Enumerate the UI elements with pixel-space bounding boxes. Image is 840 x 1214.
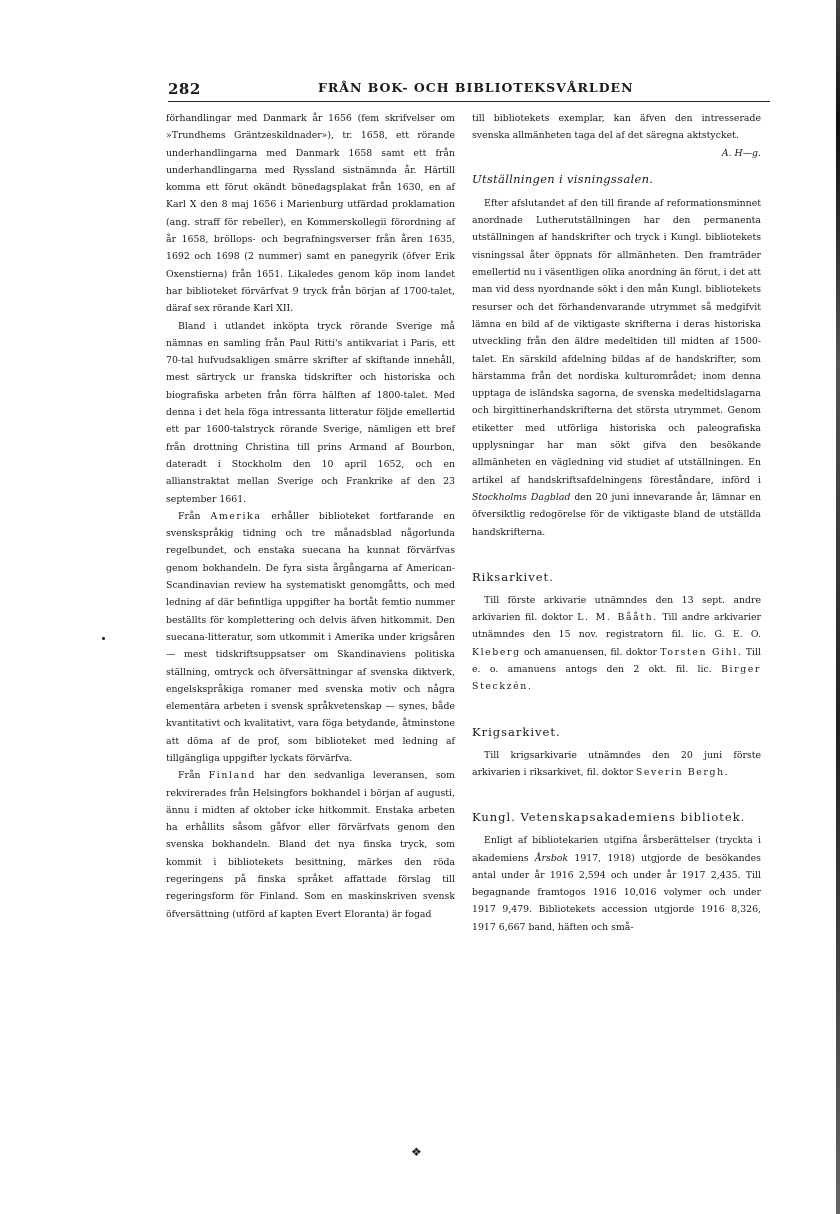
scan-edge — [836, 0, 840, 1214]
paragraph — [472, 195, 761, 541]
text: Från — [178, 510, 201, 522]
paragraph — [472, 592, 761, 696]
person-name: Severin Bergh. — [635, 766, 730, 778]
section-title: Krigsarkivet. — [472, 724, 561, 739]
publication-title: Årsbok — [534, 852, 569, 864]
text: 1917, 1918) utgjorde de besökandes antal under år 1916 2,594 och under år 1917 2,435. Till begagnande framtogos 1916 10,016 volymer och under 1917 9,479. Bibliotekets accession utgjorde 1916 8,326, 1917 6,667 band, häften och små- — [472, 852, 761, 933]
person-name: Birger Steckzén. — [472, 664, 761, 693]
running-title: FRÅN BOK- OCH BIBLIOTEKSVÅRLDEN — [318, 80, 634, 95]
section-title: Riksarkivet. — [472, 569, 554, 584]
text: till bibliotekets exemplar, kan äfven den intresserade svenska allmänheten taga del af det säregna aktstycket. — [472, 113, 761, 142]
text: Till krigsarkivarie utnämndes den 20 juni förste arkivarien i riksarkivet, fil. doktor — [472, 749, 761, 778]
header-rule — [168, 101, 770, 102]
paragraph — [472, 832, 761, 936]
signature: A. H—g. — [721, 147, 761, 159]
spaced-word: Amerika — [210, 510, 262, 522]
person-name: Kleberg — [472, 646, 521, 658]
page-number: 282 — [168, 80, 201, 98]
text: Efter afslutandet af den till firande af reformationsminnet anordnade Lutherutställningen har den permanenta utställningen af handskrifter och tryck i Kungl. bibliotekets visningssal åter öppnats för allmänheten. Den framträder emellertid nu i väsentligen olika anordning än förut, i det att man vid dess nyordnande sökt i den mån Kungl. bibliotekets resurser och det förhandenvarande utrymmet så medgifvit lämna en bild af de viktigaste skrifterna i deras historiska utveckling från den äldre medeltiden till midten af 1500-talet. En särskild afdelning bildas af de handskrifter, som härstamma från det nordiska kulturområdet; inom denna upptaga de isländska sagorna, de svenska medeltidslagarna och birgittinerhandskrifterna det största utrymmet. Genom etiketter med utförliga historiska och paleografiska upplysningar har man sökt gifva den besökande allmänheten en vägledning vid studiet af utställningen. En artikel af handskriftsafdelningens föreståndare, införd i — [472, 197, 761, 486]
person-name: Torsten Gihl. — [660, 646, 743, 658]
text: Från — [178, 770, 201, 782]
paragraph — [166, 767, 455, 923]
spaced-word: Finland — [208, 770, 256, 782]
text: och amanuensen, fil. doktor — [523, 646, 657, 658]
text: den 20 juni innevarande år, lämnar en öfversiktlig redogörelse för de viktigaste bland de utställda handskrifterna. — [472, 491, 761, 538]
paragraph — [166, 508, 455, 767]
right-column — [472, 110, 761, 936]
paragraph: förhandlingar med Danmark år 1656 (fem skrifvelser om »Trundhems Gräntzeskildnader»), tr. 1658, ett rörande underhandlingarna med Danmark 1658 samt ett från underhandlingarna med Ryssland sistnämnda år. Härtill komma ett förut okändt bönedagsplakat från 1630, en af Karl X den 8 maj 1656 i Marienburg utfärdad proklamation (ang. straff för rebeller), en Kommerskollegii förordning af år 1658, bröllops- och begrafningsverser från åren 1635, 1692 och 1698 (2 nummer) samt en panegyrik (öfver Erik Oxenstierna) från 1651. Likaledes genom köp inom landet har biblioteket förvärfvat 9 tryck från början af 1700-talet, däraf sex rörande Karl XII. — [166, 113, 455, 315]
section-title: Kungl. Vetenskapsakademiens bibliotek. — [472, 810, 746, 825]
text: Till förste arkivarie utnämndes den 13 sept. andre arkivarien fil. doktor — [472, 594, 761, 624]
newspaper-title: Stockholms Dagblad — [472, 491, 571, 503]
text: har den sedvanliga leveransen, som rekvirerades från Helsingfors bokhandel i början af augusti, ännu i midten af oktober icke hitkommit. Enstaka arbeten ha erhållits såsom gåfvor eller förvärfvats genom den svenska bokhandeln. Bland det nya finska tryck, som kommit i bibliotekets besittning, märkes den röda regeringens på finska språket affattade förslag till regeringsform för Finland. Som en maskinskriven svensk öfversättning (utförd af kapten Evert Eloranta) är fogad — [166, 770, 455, 920]
text: Till e. o. amanuens antogs den 2 okt. fil. lic. — [472, 646, 761, 676]
person-name: L. M. Bååth. — [577, 612, 658, 624]
bottom-ornament-icon: ❖ — [411, 1145, 422, 1159]
left-column — [166, 110, 455, 923]
paragraph — [472, 110, 761, 159]
text: erhåller biblioteket fortfarande en svenskspråkig tidning och tre månadsblad någorlunda regelbundet, och enstaka suecana ha kunnat förvärfvas genom bokhandeln. De fyra sista årgångarna af American-Scandinavian review ha systematiskt genomgåtts, och med ledning af där befintliga uppgifter ha bortåt femtio nummer beställts för komplettering och delvis äfven hitkommit. Den suecana-litteratur, som utkommit i Amerika under krigsåren — mest tidskriftsuppsatser om Skandinaviens politiska ställning, omtryck och öfversättningar af svenska diktverk, engelskspråkiga romaner med svenska motiv och några elementära arbeten i svensk språkvetenskap — synes, både kvantitativt och kvalitativt, vara föga betydande, åtminstone att döma af de prof, som biblioteket med ledning af tillgängliga uppgifter lyckats förvärfva. — [166, 510, 455, 764]
text: Enligt af bibliotekarien utgifna årsberättelser (tryckta i akademiens — [472, 835, 761, 864]
paragraph — [472, 747, 761, 782]
paragraph: Bland i utlandet inköpta tryck rörande Sverige må nämnas en samling från Paul Ritti's antikvariat i Paris, ett 70-tal hufvudsakligen smärre skrifter af skiftande innehåll, mest särtryck ur franska tidskrifter och historiska och biografiska arbeten från förra hälften af 1800-talet. Med denna i det hela föga intressanta litteratur följde emellertid ett par 1600-talstryck rörande Sverige, nämligen ett bref från drottning Christina till prins Armand af Bourbon, dateradt i Stockholm den 10 april 1652, och en allianstraktat mellan Sverige och Frankrike af den 23 september 1661. — [166, 320, 455, 505]
section-title: Utställningen i visningssalen. — [472, 171, 654, 186]
scan-speck — [102, 637, 105, 640]
text: Till andre arkivarier utnämndes den 15 nov. registratorn fil. lic. G. E. O. — [472, 612, 761, 641]
